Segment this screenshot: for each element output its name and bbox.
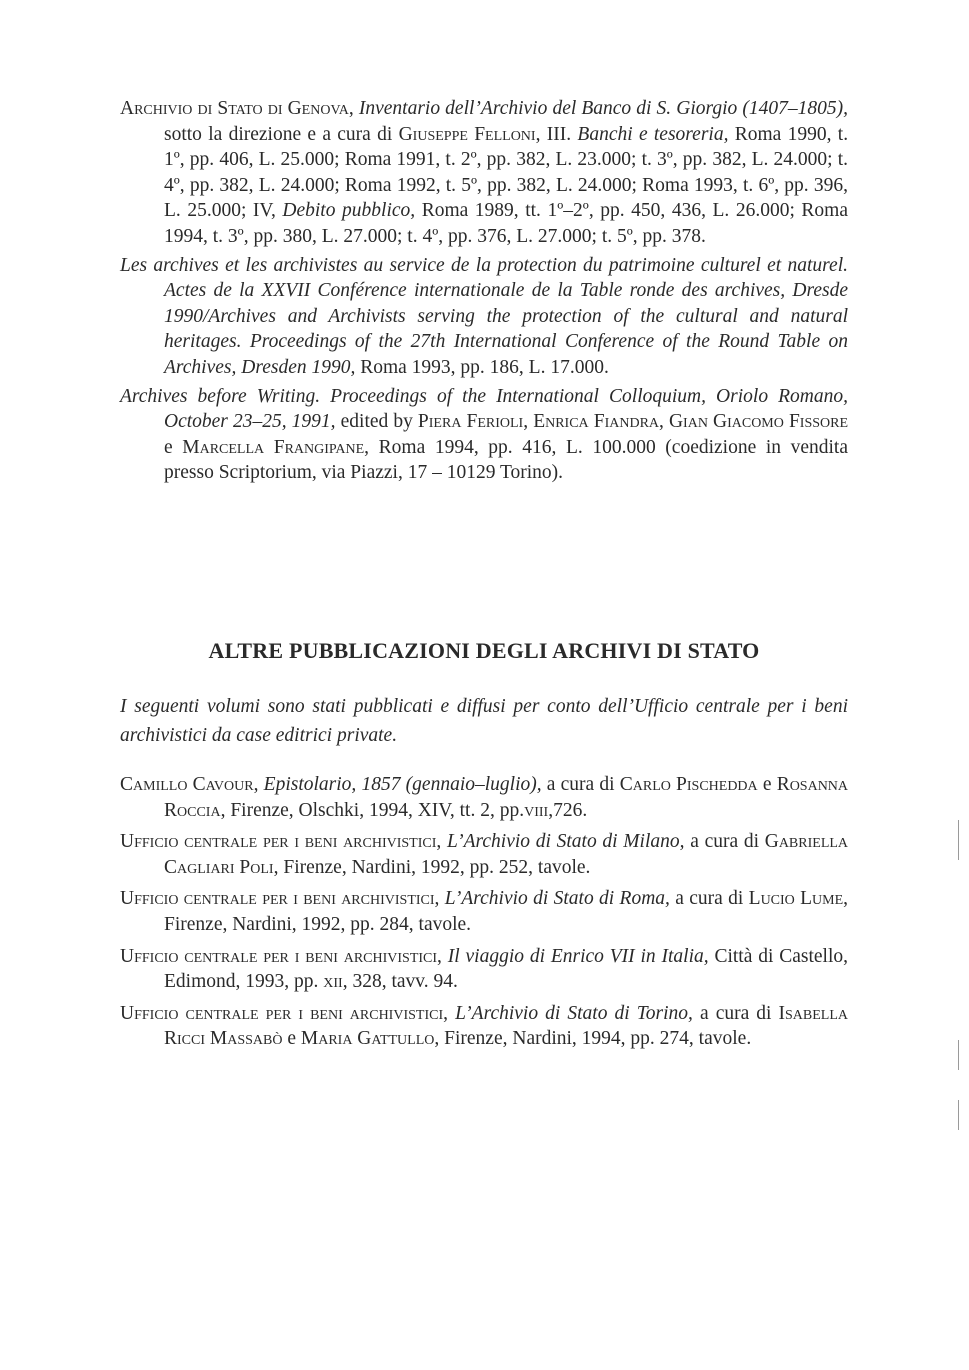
entry-title: L’Archivio di Stato di Milano, xyxy=(447,831,685,853)
section-heading: ALTRE PUBBLICAZIONI DEGLI ARCHIVI DI STATO xyxy=(208,638,760,663)
entry-text: , 328, tavv. 94. xyxy=(342,971,458,993)
entry-roman-pages: viii xyxy=(524,799,549,821)
entry-author: Camillo Cavour, xyxy=(120,774,259,795)
entry-text: Firenze, Nardini, 1992, pp. 252, tavole. xyxy=(283,856,591,878)
entry-title: Inventario dell’Archivio del Banco di S. Giorgio (1407–1805), xyxy=(358,98,849,119)
entry-text: Roma 1990, t. 1º, pp. 406, L. 25.000; Roma 1991, t. 2º, pp. 382, L. 23.000; t. 3º, pp. 382, L. 24.000; t. 4º, pp. 382, L. 24.000; Roma 1992, t. 5º, pp. 382, L. 24.000; Roma 1993, t. 6º, pp. 396, L. 25.000; IV, xyxy=(164,123,849,222)
entry-subtitle: Banchi e tesoreria, xyxy=(577,123,729,145)
entry-editor: Gabriella Cagliari Poli, xyxy=(164,831,849,878)
publication-list-bottom xyxy=(120,772,848,1058)
entry-title: Les archives et les archivistes au service de la protection du patrimoine culturel et naturel. Actes de la XXVII Conférence internationale de la Table ronde des archives, Dresde 1990/Archives and Archivists serving the protection of the cultural and natural heritages. Proceedings of the 27th International Conference of the Round Table on Archives, Dresden 1990, xyxy=(120,254,848,378)
entry-title: Epistolario, 1857 (gennaio–luglio), xyxy=(263,774,542,795)
entry-text: a cura di xyxy=(546,774,615,795)
entry-text: Città di Castello, Edimond, 1993, pp. xyxy=(164,945,848,993)
entry-editor: Gian Giacomo Fissore xyxy=(668,411,849,433)
entry-editor: Maria Gattullo, xyxy=(300,1028,440,1050)
entry-author: Ufficio centrale per i beni archivistici, xyxy=(120,1002,448,1024)
entry-editor: Lucio Lume, xyxy=(748,888,849,910)
entry-text: a cura di xyxy=(690,831,760,853)
entry-editor: Piera Ferioli, xyxy=(417,411,529,433)
entry-text: Roma 1994, pp. 416, L. 100.000 (coedizione in vendita presso Scriptorium, via Piazzi, 17 – 10129 Torino). xyxy=(164,436,849,484)
list-item xyxy=(120,772,848,823)
entry-text: e xyxy=(164,436,173,458)
entry-text: Firenze, Olschki, 1994, XIV, tt. 2, pp. xyxy=(230,799,525,821)
entry-editor: Marcella Frangipane, xyxy=(182,436,370,458)
list-item xyxy=(120,829,848,880)
entry-text: a cura di xyxy=(675,888,744,910)
section-intro: I seguenti volumi sono stati pubblicati e diffusi per conto dell’Ufficio centrale per i beni archivistici da case editrici private. xyxy=(120,696,848,746)
scan-mark xyxy=(958,1040,959,1070)
entry-text: edited by xyxy=(340,411,413,433)
entry-text: e xyxy=(287,1028,296,1050)
entry-editor: Rosanna Roccia, xyxy=(164,774,849,821)
list-item xyxy=(120,1001,848,1052)
list-item xyxy=(120,384,848,486)
entry-text: a cura di xyxy=(699,1002,772,1024)
scan-mark xyxy=(958,820,959,860)
entry-editor: Enrica Fiandra, xyxy=(533,411,664,433)
entry-text: sotto la direzione e a cura di xyxy=(164,123,393,145)
entry-author: Archivio di Stato di Genova, xyxy=(120,98,354,119)
publication-list-top xyxy=(120,96,848,489)
entry-author: Ufficio centrale per i beni archivistici, xyxy=(120,945,442,967)
entry-text: ,726. xyxy=(548,799,588,821)
entry-title: L’Archivio di Stato di Torino, xyxy=(455,1002,693,1024)
entry-text: Roma 1989, tt. 1º–2º, pp. 450, 436, L. 26.000; Roma 1994, t. 3º, pp. 380, L. 27.000; t. 4º, pp. 376, L. 27.000; t. 5º, pp. 378. xyxy=(164,200,848,247)
entry-title: Il viaggio di Enrico VII in Italia, xyxy=(447,945,709,967)
entry-title: L’Archivio di Stato di Roma, xyxy=(444,888,670,910)
entry-text: Roma 1993, pp. 186, L. 17.000. xyxy=(360,356,609,378)
entry-author: Ufficio centrale per i beni archivistici, xyxy=(120,888,440,910)
entry-text: III. xyxy=(546,123,572,145)
entry-text: Firenze, Nardini, 1994, pp. 274, tavole. xyxy=(444,1028,752,1050)
list-item xyxy=(120,944,848,995)
entry-editor: Carlo Pischedda xyxy=(619,774,758,795)
entry-text: e xyxy=(762,774,772,795)
entry-author: Ufficio centrale per i beni archivistici, xyxy=(120,831,442,853)
list-item xyxy=(120,96,848,250)
list-item xyxy=(120,886,848,937)
entry-subtitle: Debito pubblico, xyxy=(282,200,416,222)
entry-editor: Giuseppe Felloni, xyxy=(398,123,541,145)
entry-editor: Isabella Ricci Massabò xyxy=(164,1002,849,1050)
entry-text: Firenze, Nardini, 1992, pp. 284, tavole. xyxy=(164,913,472,935)
entry-title: Archives before Writing. Proceedings of the International Colloquium, Oriolo Romano, October 23–25, 1991, xyxy=(120,385,848,433)
list-item xyxy=(120,253,848,381)
entry-roman-pages: xii xyxy=(323,971,343,993)
scan-mark xyxy=(958,1100,959,1130)
